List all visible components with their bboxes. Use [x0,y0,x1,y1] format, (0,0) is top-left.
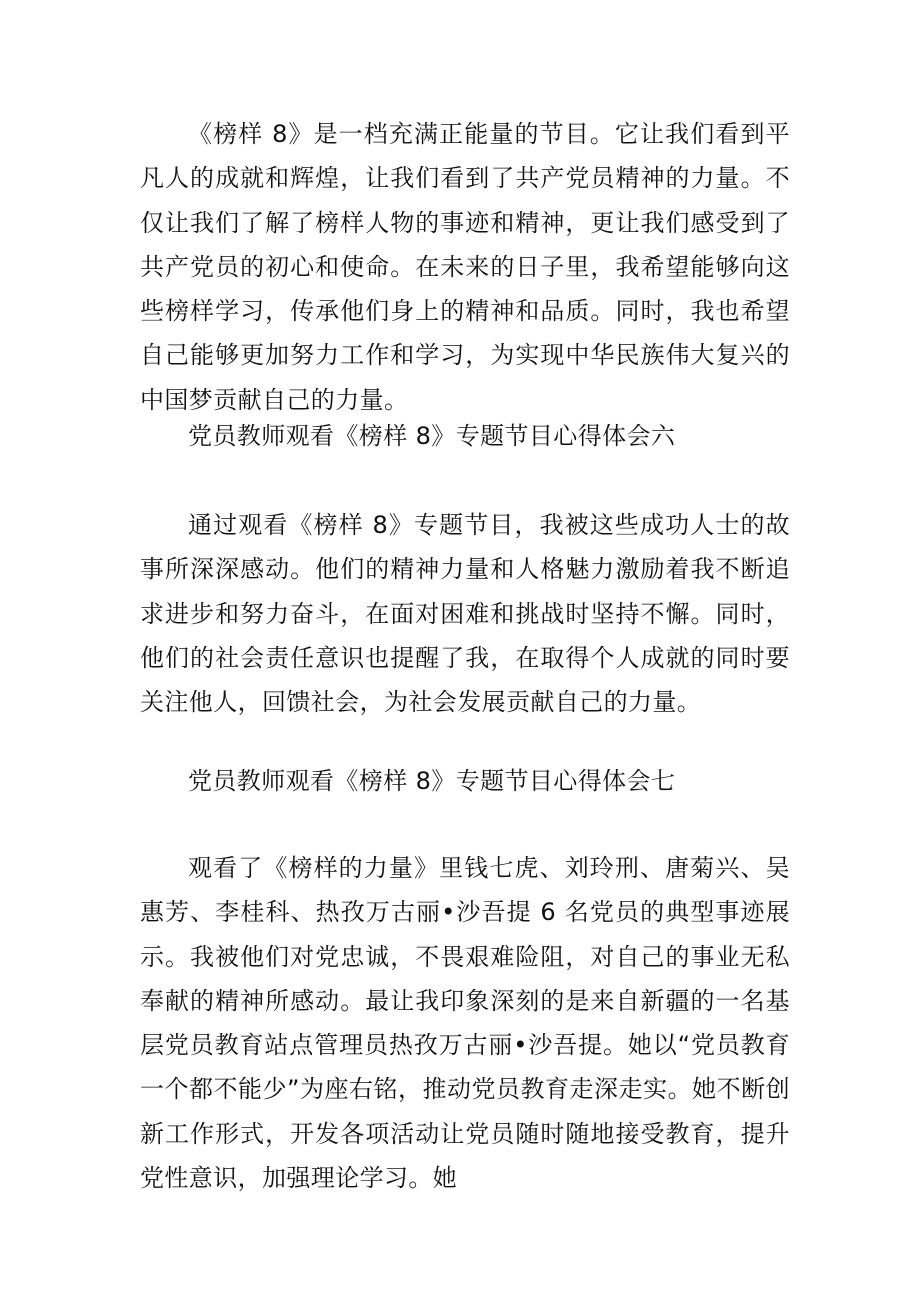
body-paragraph: 通过观看《榜样 8》专题节目，我被这些成功人士的故事所深深感动。他们的精神力量和人格魅力激励着我不断追求进步和努力奋斗，在面对困难和挑战时坚持不懈。同时，他们的社会责任意识也提醒了我，在取得个人成就的同时要关注他人，回馈社会，为社会发展贡献自己的力量。 [140,511,790,717]
section-heading: 党员教师观看《榜样 8》专题节目心得体会七 [188,767,676,795]
body-paragraph: 《榜样 8》是一档充满正能量的节目。它让我们看到平凡人的成就和辉煌，让我们看到了共产党员精神的力量。不仅让我们了解了榜样人物的事迹和精神，更让我们感受到了共产党员的初心和使命。在未来的日子里，我希望能够向这些榜样学习，传承他们身上的精神和品质。同时，我也希望自己能够更加努力工作和学习，为实现中华民族伟大复兴的中国梦贡献自己的力量。 [140,120,790,414]
section-heading: 党员教师观看《榜样 8》专题节目心得体会六 [188,422,676,450]
body-paragraph: 观看了《榜样的力量》里钱七虎、刘玲刑、唐菊兴、吴惠芳、李桂科、热孜万古丽•沙吾提 6 名党员的典型事迹展示。我被他们对党忠诚，不畏艰难险阻，对自己的事业无私奉献的精神所感动。最让我印象深刻的是来自新疆的一名基层党员教育站点管理员热孜万古丽•沙吾提。她以“党员教育一个都不能少”为座右铭，推动党员教育走深走实。她不断创新工作形式，开发各项活动让党员随时随地接受教育，提升党性意识，加强理论学习。她 [140,854,790,1193]
